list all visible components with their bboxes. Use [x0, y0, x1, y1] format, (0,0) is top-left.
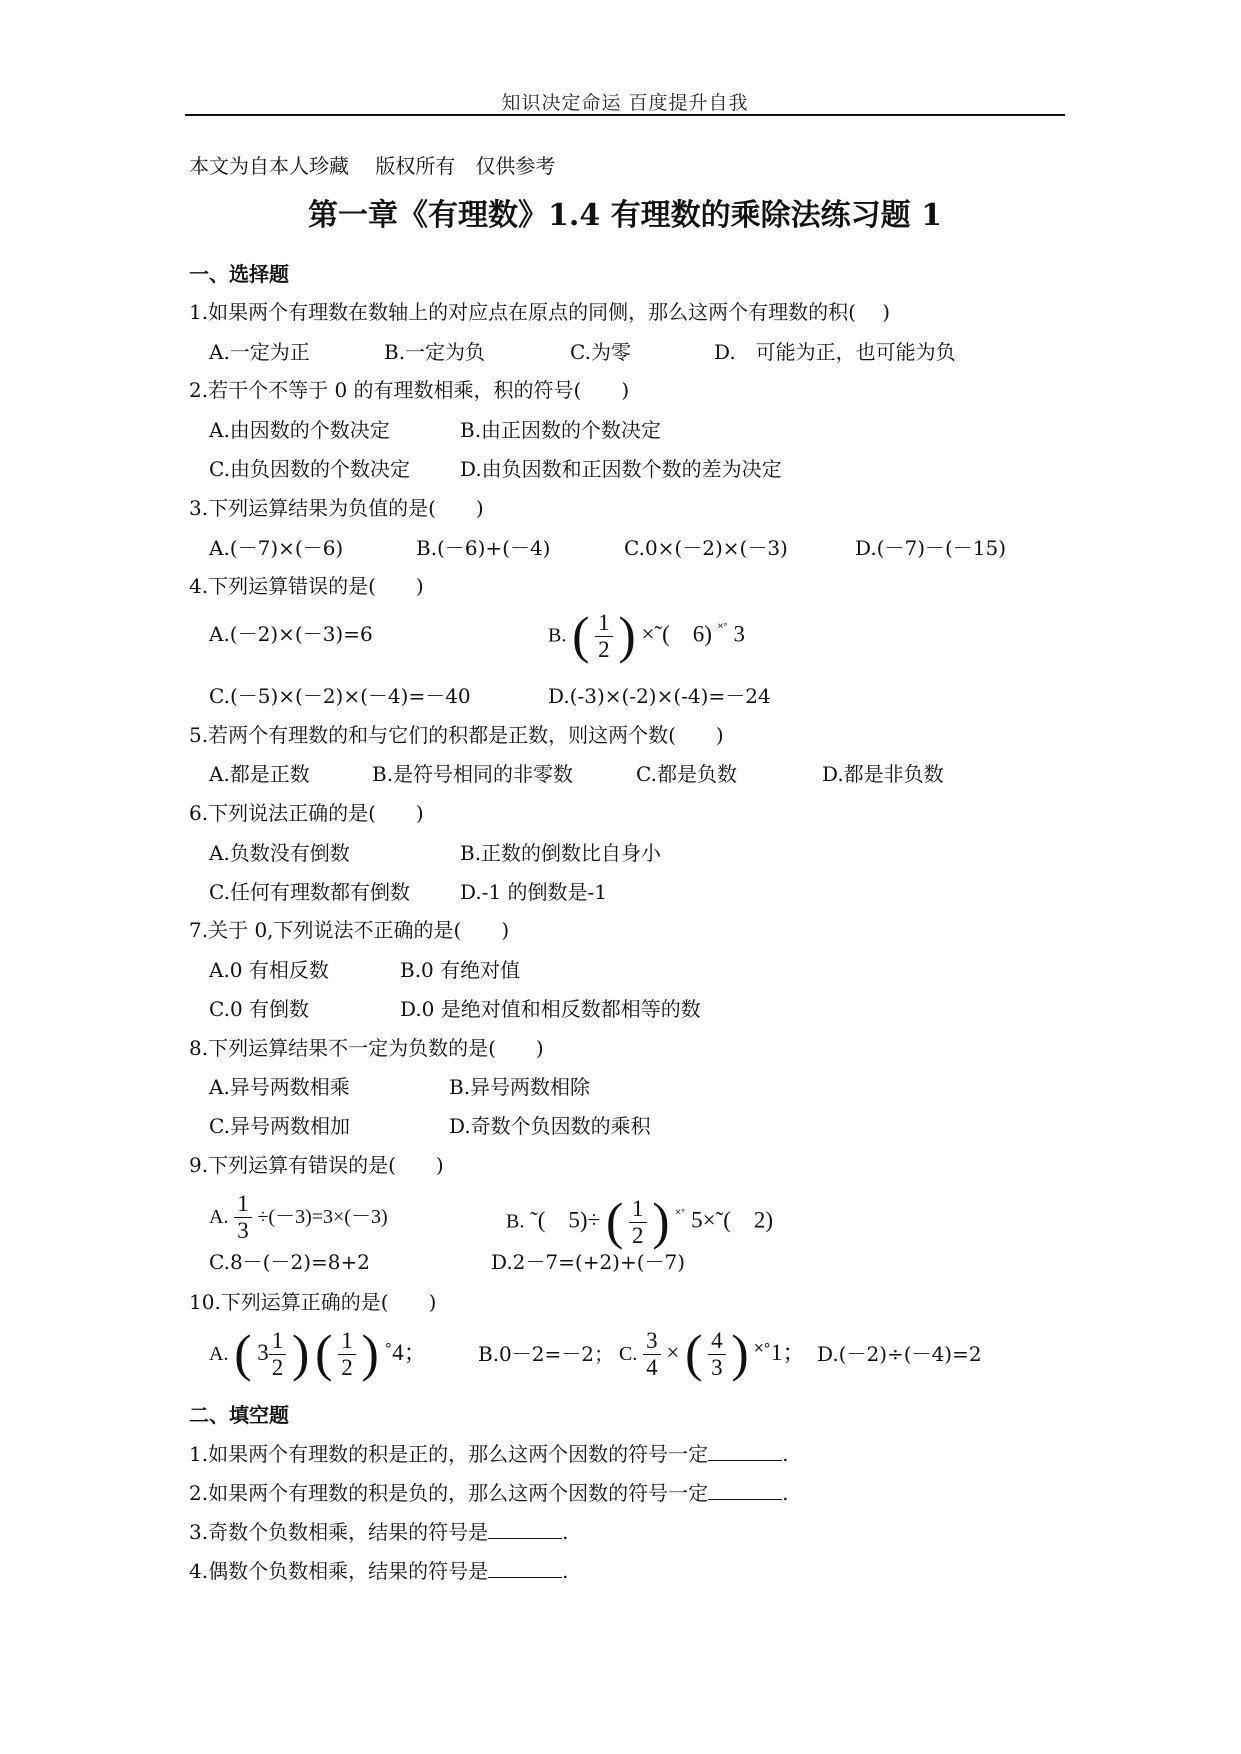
q8-option-a: A.异号两数相乘 — [209, 1075, 350, 1099]
fill-question-3: 3.奇数个负数相乘，结果的符号是 . — [189, 1520, 569, 1544]
q9-b-fraction: $\frac{1}{2}$ — [629, 1196, 647, 1249]
q10-option-a: A. ( 3 $\frac{1}{2}$ ) ( $\frac{1}{2}$ ) ˚4； — [209, 1325, 427, 1383]
q7-stem: 7.关于 0,下列说法不正确的是( ) — [189, 918, 510, 942]
q1-stem: 1.如果两个有理数在数轴上的对应点在原点的同侧，那么这两个有理数的积( ) — [189, 300, 891, 324]
q10-c-fraction: $\frac{3}{4}$ — [643, 1328, 661, 1381]
section-fill-heading: 二、填空题 — [189, 1403, 289, 1427]
left-paren-symbol: ( — [315, 1325, 333, 1383]
q2-stem: 2.若干个不等于 0 的有理数相乘，积的符号( ) — [189, 378, 630, 402]
q4-option-b: B. ( $\frac{1}{2}$ ) ×˜( 6) ˟˚ 3 — [548, 607, 745, 665]
q10-a-mixed-fraction: $\frac{1}{2}$ — [269, 1328, 287, 1381]
q7-option-a: A.0 有相反数 — [209, 958, 329, 982]
q9-a-fraction: $\frac{1}{3}$ — [234, 1191, 252, 1244]
q3-option-c: C.0×(－2)×(－3) — [624, 536, 788, 560]
left-paren-symbol: ( — [234, 1325, 252, 1383]
q10-option-d: D.(－2)÷(－4)=2 — [817, 1342, 982, 1366]
q8-option-d: D.奇数个负因数的乘积 — [449, 1114, 651, 1138]
left-paren-symbol: ( — [572, 607, 590, 665]
q10-stem: 10.下列运算正确的是( ) — [189, 1290, 437, 1314]
q1-option-d: D. 可能为正，也可能为负 — [714, 340, 956, 364]
q9-option-a: A. $\frac{1}{3}$ ÷(－3)=3×(－3) — [209, 1191, 388, 1244]
q5-option-a: A.都是正数 — [209, 762, 310, 786]
q6-option-b: B.正数的倒数比自身小 — [460, 841, 662, 865]
q5-stem: 5.若两个有理数的和与它们的积都是正数，则这两个数( ) — [189, 723, 724, 747]
q6-option-a: A.负数没有倒数 — [209, 841, 350, 865]
q4-stem: 4.下列运算错误的是( ) — [189, 574, 424, 598]
q2-option-c: C.由负因数的个数决定 — [209, 457, 410, 481]
q4-option-d: D.(-3)×(-2)×(-4)=－24 — [548, 684, 771, 708]
q1-option-b: B.一定为负 — [384, 340, 486, 364]
q9-option-b: B. ˜( 5)÷ ( $\frac{1}{2}$ ) ˟˚ 5×˜( 2) — [506, 1193, 774, 1251]
right-paren-symbol: ) — [618, 607, 636, 665]
answer-blank — [488, 1559, 562, 1578]
page-header: 知识决定命运 百度提升自我 — [501, 92, 749, 114]
q4-option-c: C.(－5)×(－2)×(－4)=－40 — [209, 684, 471, 708]
q6-option-c: C.任何有理数都有倒数 — [209, 880, 410, 904]
q1-option-a: A.一定为正 — [209, 340, 310, 364]
q7-option-b: B.0 有绝对值 — [400, 958, 521, 982]
q10-a-fraction: $\frac{1}{2}$ — [338, 1328, 356, 1381]
fill-question-1: 1.如果两个有理数的积是正的，那么这两个因数的符号一定 . — [189, 1442, 789, 1466]
left-paren-symbol: ( — [605, 1193, 624, 1251]
q4-b-fraction: $\frac{1}{2}$ — [595, 610, 613, 663]
q5-option-b: B.是符号相同的非零数 — [372, 762, 574, 786]
q10-option-b: B.0－2=－2； — [478, 1342, 614, 1366]
copyright-notice: 本文为自本人珍藏 版权所有 仅供参考 — [189, 154, 556, 178]
fill-question-4: 4.偶数个负数相乘，结果的符号是 . — [189, 1559, 569, 1583]
q10-c-fraction-2: $\frac{4}{3}$ — [708, 1328, 726, 1381]
q8-option-b: B.异号两数相除 — [449, 1075, 591, 1099]
right-paren-symbol: ) — [652, 1193, 670, 1251]
left-paren-symbol: ( — [685, 1325, 703, 1383]
q10-option-c: C. $\frac{3}{4}$ × ( $\frac{4}{3}$ ) ˟˚1； — [619, 1325, 806, 1383]
q2-option-a: A.由因数的个数决定 — [209, 418, 390, 442]
q9-stem: 9.下列运算有错误的是( ) — [189, 1153, 444, 1177]
q8-stem: 8.下列运算结果不一定为负数的是( ) — [189, 1036, 544, 1060]
q9-option-c: C.8－(－2)=8+2 — [209, 1250, 370, 1274]
q3-option-b: B.(－6)+(－4) — [416, 536, 551, 560]
q3-option-d: D.(－7)－(－15) — [855, 536, 1007, 560]
q2-option-d: D.由负因数和正因数个数的差为决定 — [460, 457, 782, 481]
q8-option-c: C.异号两数相加 — [209, 1114, 350, 1138]
q4-option-a: A.(－2)×(－3)=6 — [209, 622, 373, 646]
page-title: 第一章《有理数》1.4 有理数的乘除法练习题 1 — [308, 198, 942, 233]
right-paren-symbol: ) — [361, 1325, 379, 1383]
q2-option-b: B.由正因数的个数决定 — [460, 418, 662, 442]
q7-option-d: D.0 是绝对值和相反数都相等的数 — [400, 997, 701, 1021]
q1-option-c: C.为零 — [570, 340, 631, 364]
right-paren-symbol: ) — [731, 1325, 749, 1383]
q3-option-a: A.(－7)×(－6) — [209, 536, 344, 560]
q4-b-label: B. — [548, 624, 567, 647]
answer-blank — [708, 1481, 782, 1500]
answer-blank — [708, 1442, 782, 1461]
q9-option-d: D.2－7=(+2)+(－7) — [491, 1250, 686, 1274]
right-paren-symbol: ) — [292, 1325, 310, 1383]
q5-option-d: D.都是非负数 — [822, 762, 944, 786]
q6-option-d: D.-1 的倒数是-1 — [460, 880, 608, 904]
fill-question-2: 2.如果两个有理数的积是负的，那么这两个因数的符号一定 . — [189, 1481, 789, 1505]
section-choice-heading: 一、选择题 — [189, 262, 289, 286]
q6-stem: 6.下列说法正确的是( ) — [189, 801, 424, 825]
answer-blank — [488, 1520, 562, 1539]
q7-option-c: C.0 有倒数 — [209, 997, 310, 1021]
header-rule — [185, 114, 1065, 116]
q5-option-c: C.都是负数 — [636, 762, 737, 786]
q3-stem: 3.下列运算结果为负值的是( ) — [189, 496, 484, 520]
